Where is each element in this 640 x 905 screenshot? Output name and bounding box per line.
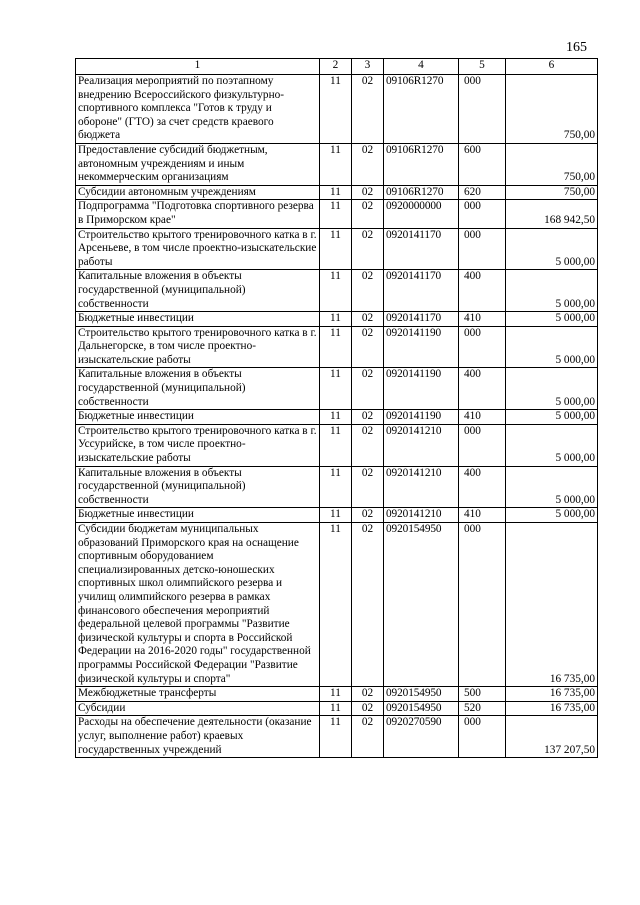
row-amount-cell: 5 000,00 xyxy=(506,410,598,425)
row-amount-cell: 5 000,00 xyxy=(506,270,598,312)
row-expense-type-cell: 400 xyxy=(459,466,506,508)
row-section-cell: 11 xyxy=(320,185,352,200)
row-subsection-cell: 02 xyxy=(352,143,384,185)
row-expense-type-cell: 000 xyxy=(459,228,506,270)
row-amount-cell: 750,00 xyxy=(506,185,598,200)
row-section-cell: 11 xyxy=(320,716,352,758)
table-row xyxy=(76,326,598,368)
row-amount-cell: 750,00 xyxy=(506,75,598,144)
row-amount-cell: 5 000,00 xyxy=(506,368,598,410)
table-row xyxy=(76,701,598,716)
table-row xyxy=(76,143,598,185)
row-section-cell: 11 xyxy=(320,312,352,327)
row-amount-cell: 137 207,50 xyxy=(506,716,598,758)
row-expense-type-cell: 400 xyxy=(459,270,506,312)
row-target-code-cell: 0920141190 xyxy=(384,326,459,368)
row-expense-type-cell: 410 xyxy=(459,312,506,327)
row-section-cell: 11 xyxy=(320,687,352,702)
row-name-cell: Капитальные вложения в объекты государственной (муниципальной) собственности xyxy=(76,466,320,508)
row-subsection-cell: 02 xyxy=(352,185,384,200)
row-target-code-cell: 0920154950 xyxy=(384,701,459,716)
row-expense-type-cell: 000 xyxy=(459,523,506,687)
row-name-cell: Бюджетные инвестиции xyxy=(76,508,320,523)
table-row xyxy=(76,312,598,327)
table-row xyxy=(76,75,598,144)
row-subsection-cell: 02 xyxy=(352,410,384,425)
header-cell: 2 xyxy=(320,59,352,75)
row-expense-type-cell: 520 xyxy=(459,701,506,716)
row-subsection-cell: 02 xyxy=(352,716,384,758)
header-row xyxy=(76,59,598,75)
row-expense-type-cell: 600 xyxy=(459,143,506,185)
row-name-cell: Строительство крытого тренировочного катка в г. Уссурийске, в том числе проектно-изыскательские работы xyxy=(76,424,320,466)
row-expense-type-cell: 410 xyxy=(459,508,506,523)
row-section-cell: 11 xyxy=(320,424,352,466)
row-subsection-cell: 02 xyxy=(352,326,384,368)
row-name-cell: Субсидии бюджетам муниципальных образований Приморского края на оснащение спортивным оборудованием специализированных детско-юношеских спортивных школ олимпийского резерва и училищ олимпийского резерва в рамках финансового обеспечения мероприятий федеральной целевой программы "Развитие физической культуры и спорта в Российской Федерации на 2016-2020 годы" государственной программы Российской Федерации "Развитие физической культуры и спорта" xyxy=(76,523,320,687)
row-amount-cell: 5 000,00 xyxy=(506,326,598,368)
row-target-code-cell: 0920154950 xyxy=(384,687,459,702)
table-row xyxy=(76,466,598,508)
row-name-cell: Расходы на обеспечение деятельности (оказание услуг, выполнение работ) краевых государственных учреждений xyxy=(76,716,320,758)
row-target-code-cell: 0920141210 xyxy=(384,508,459,523)
row-name-cell: Предоставление субсидий бюджетным, автономным учреждениям и иным некоммерческим организациям xyxy=(76,143,320,185)
row-section-cell: 11 xyxy=(320,410,352,425)
row-section-cell: 11 xyxy=(320,200,352,228)
row-subsection-cell: 02 xyxy=(352,228,384,270)
row-expense-type-cell: 400 xyxy=(459,368,506,410)
table-row xyxy=(76,716,598,758)
table-row xyxy=(76,410,598,425)
row-section-cell: 11 xyxy=(320,701,352,716)
table-row xyxy=(76,270,598,312)
row-subsection-cell: 02 xyxy=(352,200,384,228)
row-subsection-cell: 02 xyxy=(352,75,384,144)
row-subsection-cell: 02 xyxy=(352,368,384,410)
header-cell: 5 xyxy=(459,59,506,75)
row-amount-cell: 5 000,00 xyxy=(506,466,598,508)
page-number: 165 xyxy=(566,40,587,55)
row-subsection-cell: 02 xyxy=(352,523,384,687)
row-expense-type-cell: 000 xyxy=(459,326,506,368)
row-target-code-cell: 09106R1270 xyxy=(384,185,459,200)
row-expense-type-cell: 410 xyxy=(459,410,506,425)
row-amount-cell: 750,00 xyxy=(506,143,598,185)
row-amount-cell: 16 735,00 xyxy=(506,687,598,702)
row-name-cell: Капитальные вложения в объекты государственной (муниципальной) собственности xyxy=(76,270,320,312)
row-amount-cell: 168 942,50 xyxy=(506,200,598,228)
row-target-code-cell: 0920141210 xyxy=(384,466,459,508)
row-name-cell: Субсидии xyxy=(76,701,320,716)
row-name-cell: Строительство крытого тренировочного катка в г. Арсеньеве, в том числе проектно-изыскательские работы xyxy=(76,228,320,270)
row-amount-cell: 16 735,00 xyxy=(506,701,598,716)
row-expense-type-cell: 000 xyxy=(459,75,506,144)
row-section-cell: 11 xyxy=(320,523,352,687)
row-target-code-cell: 0920141170 xyxy=(384,270,459,312)
row-amount-cell: 5 000,00 xyxy=(506,424,598,466)
row-name-cell: Бюджетные инвестиции xyxy=(76,410,320,425)
row-section-cell: 11 xyxy=(320,270,352,312)
row-subsection-cell: 02 xyxy=(352,687,384,702)
row-expense-type-cell: 000 xyxy=(459,424,506,466)
row-target-code-cell: 0920141170 xyxy=(384,228,459,270)
row-expense-type-cell: 620 xyxy=(459,185,506,200)
row-section-cell: 11 xyxy=(320,466,352,508)
row-section-cell: 11 xyxy=(320,326,352,368)
header-cell: 6 xyxy=(506,59,598,75)
row-target-code-cell: 0920141190 xyxy=(384,410,459,425)
row-name-cell: Капитальные вложения в объекты государственной (муниципальной) собственности xyxy=(76,368,320,410)
row-target-code-cell: 0920141190 xyxy=(384,368,459,410)
row-name-cell: Реализация мероприятий по поэтапному внедрению Всероссийского физкультурно-спортивного комплекса "Готов к труду и обороне" (ГТО) за счет средств краевого бюджета xyxy=(76,75,320,144)
table-row xyxy=(76,687,598,702)
row-section-cell: 11 xyxy=(320,228,352,270)
row-subsection-cell: 02 xyxy=(352,312,384,327)
row-amount-cell: 16 735,00 xyxy=(506,523,598,687)
row-amount-cell: 5 000,00 xyxy=(506,312,598,327)
row-expense-type-cell: 000 xyxy=(459,200,506,228)
row-section-cell: 11 xyxy=(320,143,352,185)
header-cell: 1 xyxy=(76,59,320,75)
row-target-code-cell: 09106R1270 xyxy=(384,75,459,144)
row-name-cell: Строительство крытого тренировочного катка в г. Дальнегорске, в том числе проектно-изыскательские работы xyxy=(76,326,320,368)
row-target-code-cell: 0920141210 xyxy=(384,424,459,466)
table-row xyxy=(76,424,598,466)
row-expense-type-cell: 000 xyxy=(459,716,506,758)
row-section-cell: 11 xyxy=(320,75,352,144)
row-section-cell: 11 xyxy=(320,368,352,410)
table-row xyxy=(76,368,598,410)
row-subsection-cell: 02 xyxy=(352,701,384,716)
table-row xyxy=(76,508,598,523)
row-name-cell: Субсидии автономным учреждениям xyxy=(76,185,320,200)
row-subsection-cell: 02 xyxy=(352,466,384,508)
row-section-cell: 11 xyxy=(320,508,352,523)
table-row xyxy=(76,185,598,200)
row-target-code-cell: 09106R1270 xyxy=(384,143,459,185)
row-target-code-cell: 0920141170 xyxy=(384,312,459,327)
row-name-cell: Межбюджетные трансферты xyxy=(76,687,320,702)
table-row xyxy=(76,200,598,228)
row-subsection-cell: 02 xyxy=(352,424,384,466)
budget-table xyxy=(75,58,598,758)
table-body xyxy=(76,75,598,758)
row-subsection-cell: 02 xyxy=(352,508,384,523)
row-target-code-cell: 0920154950 xyxy=(384,523,459,687)
row-target-code-cell: 0920270590 xyxy=(384,716,459,758)
row-target-code-cell: 0920000000 xyxy=(384,200,459,228)
row-subsection-cell: 02 xyxy=(352,270,384,312)
row-expense-type-cell: 500 xyxy=(459,687,506,702)
row-amount-cell: 5 000,00 xyxy=(506,508,598,523)
row-name-cell: Бюджетные инвестиции xyxy=(76,312,320,327)
header-cell: 4 xyxy=(384,59,459,75)
row-amount-cell: 5 000,00 xyxy=(506,228,598,270)
table-row xyxy=(76,228,598,270)
row-name-cell: Подпрограмма "Подготовка спортивного резерва в Приморском крае" xyxy=(76,200,320,228)
table-row xyxy=(76,523,598,687)
header-cell: 3 xyxy=(352,59,384,75)
